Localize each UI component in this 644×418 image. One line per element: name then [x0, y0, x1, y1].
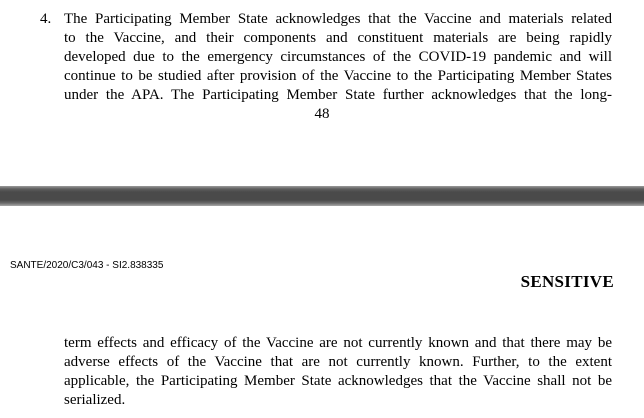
clause-line: The Participating Member State acknowledges that the Vaccine and materials related: [64, 11, 612, 27]
classification-marking: SENSITIVE: [520, 272, 614, 291]
continuation-line: applicable, the Participating Member State acknowledges that the Vaccine shall not be: [64, 373, 612, 389]
continuation-line: adverse effects of the Vaccine that are not currently known. Further, to the extent: [64, 354, 612, 370]
clause-number: 4.: [40, 11, 52, 27]
page-49: [0, 206, 644, 418]
clause-line: continue to be studied after provision of the Vaccine to the Participating Member States: [64, 68, 612, 84]
page-number: 48: [314, 106, 330, 122]
clause-4: [40, 10, 612, 105]
continuation-line: serialized.: [64, 392, 126, 408]
page-48: [0, 0, 644, 186]
continuation-line: term effects and efficacy of the Vaccine are not currently known and that there may be: [64, 335, 612, 351]
clause-line: under the APA. The Participating Member State further acknowledges that the long-: [64, 87, 612, 103]
clause-line: to the Vaccine, and their components and constituent materials are being rapidly: [64, 30, 612, 46]
clause-4-text: [64, 10, 612, 105]
document-reference: SANTE/2020/C3/043 - SI2.838335: [10, 260, 164, 271]
clause-line: developed due to the emergency circumstances of the COVID-19 pandemic and will: [64, 49, 612, 65]
page-break-divider: [0, 186, 644, 206]
clause-4-continuation: [64, 334, 612, 410]
